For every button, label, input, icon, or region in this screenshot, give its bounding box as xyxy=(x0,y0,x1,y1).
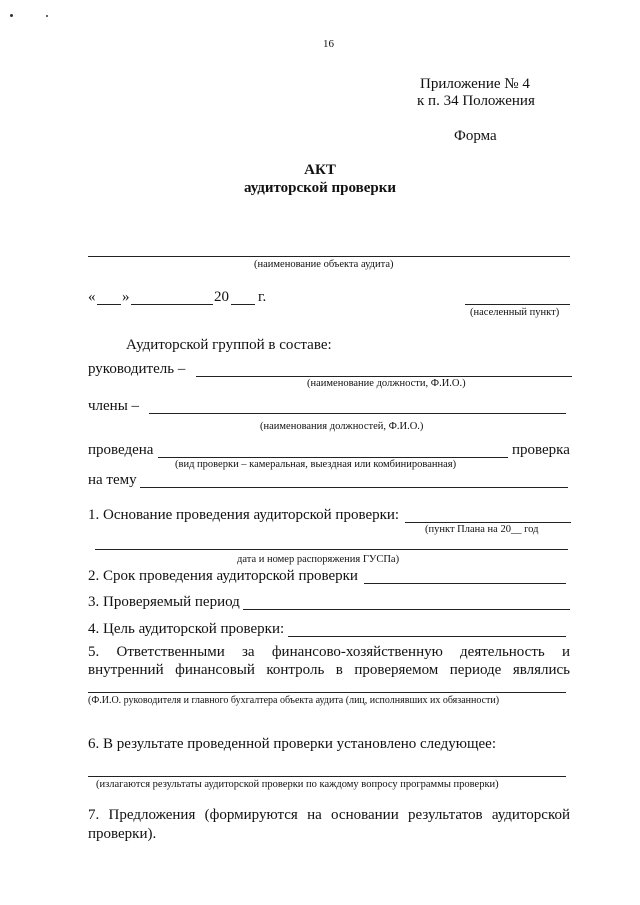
leader-caption: (наименование должности, Ф.И.О.) xyxy=(307,378,466,389)
item2-term: 2. Срок проведения аудиторской проверки xyxy=(88,568,358,584)
date-day-field[interactable] xyxy=(97,304,121,305)
topic-label: на тему xyxy=(88,472,137,488)
item7-line1: 7. Предложения (формируются на основании результатов аудиторской xyxy=(88,807,570,823)
item5-line1: 5. Ответственными за финансово-хозяйственную деятельность и xyxy=(88,644,570,660)
results-caption: (излагаются результаты аудиторской проверки по каждому вопросу программы проверки) xyxy=(96,779,499,790)
results-field[interactable] xyxy=(88,776,566,777)
form-label: Форма xyxy=(454,128,497,144)
date-close-quote: » xyxy=(122,289,130,305)
members-caption: (наименования должностей, Ф.И.О.) xyxy=(260,421,424,432)
members-label: члены – xyxy=(88,398,140,414)
conducted-label: проведена xyxy=(88,442,154,458)
audit-object-caption: (наименование объекта аудита) xyxy=(254,259,394,270)
date-year-prefix: 20 xyxy=(214,289,229,305)
item6-results: 6. В результате проведенной проверки установлено следующее: xyxy=(88,736,496,752)
appendix-label: Приложение № 4 xyxy=(420,76,530,92)
check-label: проверка xyxy=(512,442,570,458)
leader-field[interactable] xyxy=(196,376,572,377)
scan-speck xyxy=(46,15,48,17)
topic-field[interactable] xyxy=(140,487,568,488)
scan-speck xyxy=(10,14,13,17)
item7-line2: проверки). xyxy=(88,826,157,842)
responsible-caption: (Ф.И.О. руководителя и главного бухгалтера объекта аудита (лиц, исполнявших их обязанности) xyxy=(88,695,500,706)
date-month-field[interactable] xyxy=(131,304,213,305)
order-caption: дата и номер распоряжения ГУСПа) xyxy=(237,554,400,565)
term-field[interactable] xyxy=(364,583,566,584)
item3-period: 3. Проверяемый период xyxy=(88,594,240,610)
audit-type-caption: (вид проверки – камеральная, выездная или комбинированная) xyxy=(175,459,457,470)
responsible-field[interactable] xyxy=(88,692,566,693)
settlement-caption: (населенный пункт) xyxy=(470,307,560,318)
members-field[interactable] xyxy=(149,413,566,414)
plan-item-caption: (пункт Плана на 20__ год xyxy=(425,524,539,535)
title-line1: АКТ xyxy=(304,162,336,178)
title-line2: аудиторской проверки xyxy=(243,180,397,196)
audit-object-field[interactable] xyxy=(88,256,570,257)
item5-line2: внутренний финансовый контроль в проверяемом периоде являлись xyxy=(88,662,570,678)
item4-goal: 4. Цель аудиторской проверки: xyxy=(88,621,285,637)
date-year-field[interactable] xyxy=(231,304,255,305)
leader-label: руководитель – xyxy=(88,361,186,377)
basis-field[interactable] xyxy=(405,522,571,523)
date-year-suffix: г. xyxy=(258,289,267,305)
audit-type-field[interactable] xyxy=(158,457,508,458)
period-field[interactable] xyxy=(243,609,570,610)
date-open-quote: « xyxy=(88,289,96,305)
goal-field[interactable] xyxy=(288,636,566,637)
reference-label: к п. 34 Положения xyxy=(417,93,535,109)
item1-basis: 1. Основание проведения аудиторской проверки: xyxy=(88,507,400,523)
order-field[interactable] xyxy=(95,549,568,550)
page-number: 16 xyxy=(323,38,334,50)
settlement-field[interactable] xyxy=(465,304,570,305)
group-intro: Аудиторской группой в составе: xyxy=(126,337,332,353)
